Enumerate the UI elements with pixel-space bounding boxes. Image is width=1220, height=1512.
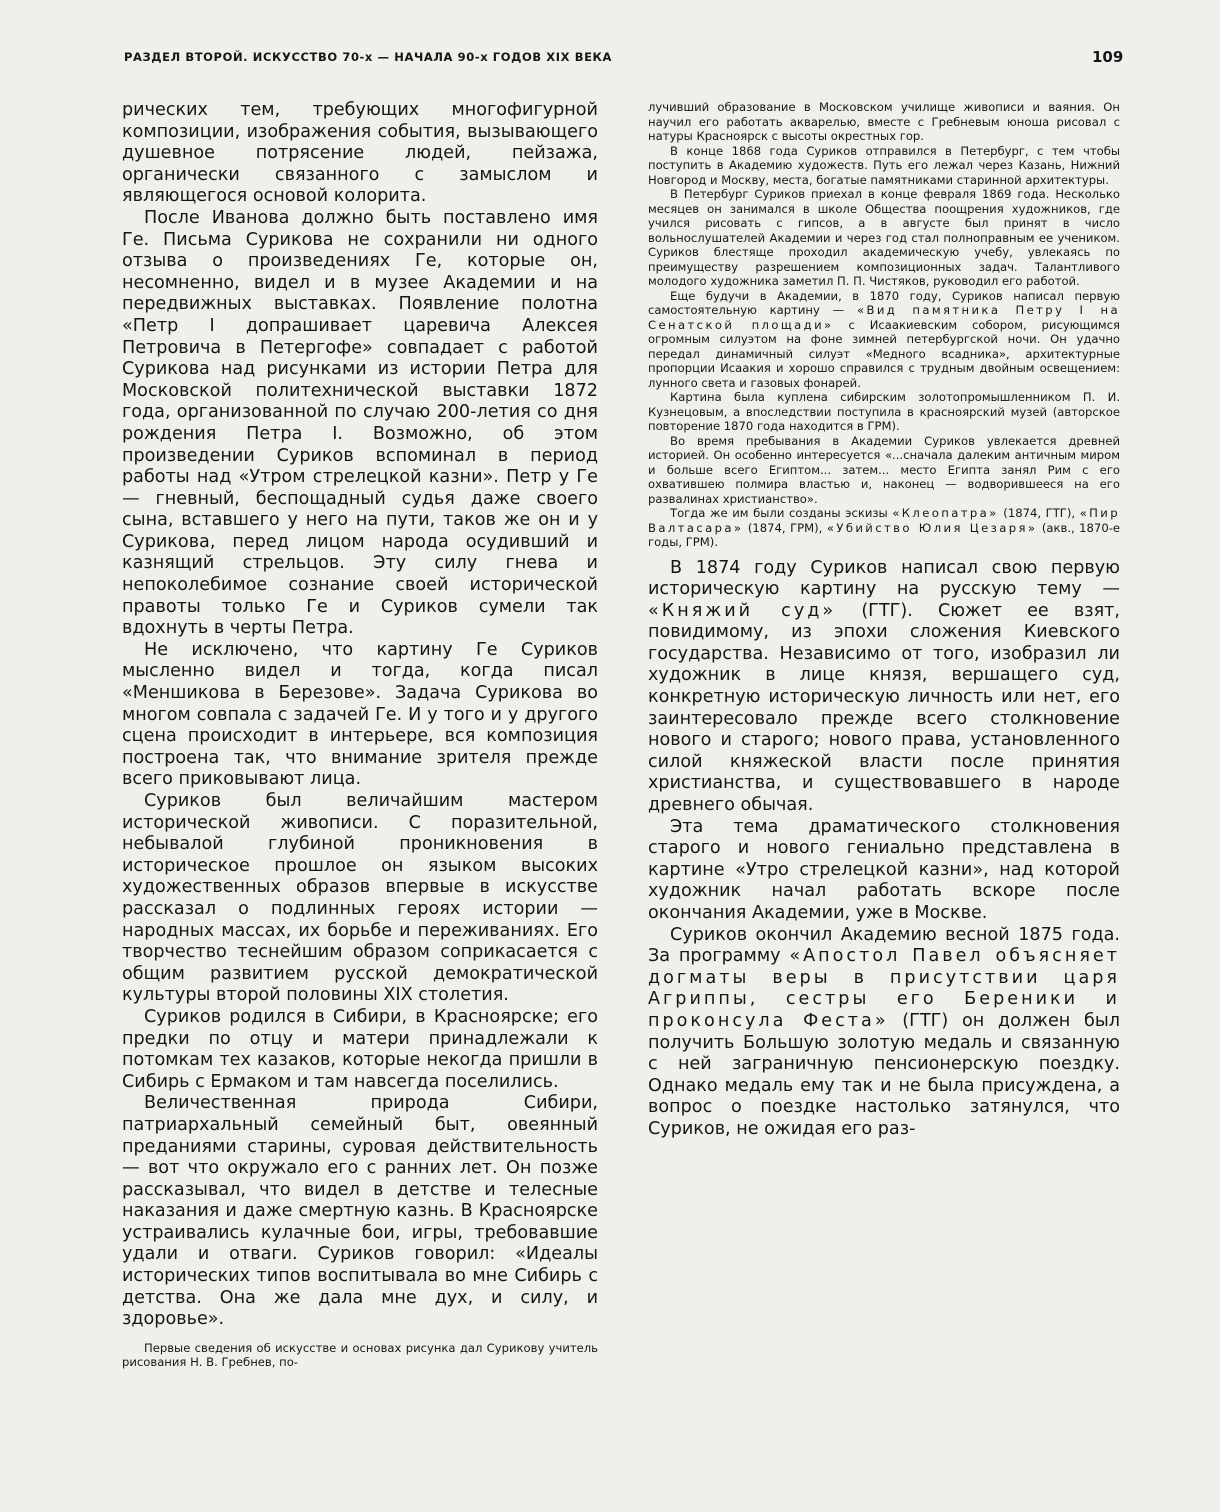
artwork-title: «Апостол Павел объясняет догматы веры в присутствии царя Агриппы, сестры его Береники и проконсула Феста» [648, 946, 1120, 1031]
paragraph: Суриков родился в Сибири, в Красноярске; его предки по отцу и матери принадлежали к потомкам тех казаков, которые некогда пришли в Сибирь с Ермаком и там навсегда поселились. [122, 1006, 598, 1092]
small-paragraph [648, 289, 1120, 391]
paragraph: Суриков был величайшим мастером исторической живописи. С поразительной, небывалой глубиной проникновения в историческое прошлое он языком высоких художественных образов впервые в искусстве рассказал о подлинных героях истории — народных массах, их борьбе и переживаниях. Его творчество теснейшим образом соприкасается с общим развитием русской демократической культуры второй половины XIX столетия. [122, 791, 598, 1006]
text-run: (акв., 1870-е годы, ГРМ). [648, 520, 1121, 549]
left-main-text [122, 100, 598, 1331]
paragraph: Не исключено, что картину Ге Суриков мысленно видел и тогда, когда писал «Меншикова в Березове». Задача Сурикова во многом совпала с задачей Ге. И у того и у другого сцена происходит в интерьере, вся композиция построена так, что внимание зрителя прежде всего приковывают лица. [122, 639, 598, 790]
paragraph: рических тем, требующих многофигурной композиции, изображения события, вызывающего душевное потрясение людей, пейзажа, органически связанного с замыслом и являющегося основой колорита. [122, 100, 598, 207]
text-run: Суриков окончил Академию весной 1875 года. За программу [648, 924, 1120, 967]
right-main-text [648, 558, 1120, 1141]
text-run: Тогда же им были созданы эскизы [670, 506, 893, 520]
artwork-title: «Клеопатра» [892, 506, 999, 520]
small-paragraph: В Петербург Суриков приехал в конце февраля 1869 года. Несколько месяцев он занимался в школе Общества поощрения художников, где учился рисовать с гипсов, а в августе был принят в число вольнослушателей Академии и через год стал полноправным ее учеником. Суриков блестяще проходил академическую учебу, увлекаясь по преимуществу разрешением композиционных задач. Талантливого молодого художника заметил П. П. Чистяков, руководил его работой. [648, 187, 1120, 288]
small-paragraph: лучивший образование в Московском училище живописи и ваяния. Он научил его работать акварелью, вместе с Гребневым юноша рисовал с натуры Красноярск с высоты окрестных гор. [648, 100, 1120, 143]
artwork-title: «Убийство Юлия Цезаря» [826, 520, 1038, 535]
text-run: (ГТГ). Сюжет ее взят, повидимому, из эпохи сложения Киевского государства. Независимо от того, изобразил ли художник в лице князя, вершащего суд, конкретную историческую личность или нет, его заинтересовало прежде всего столкновение нового и старого; нового права, установленного силой княжеской власти после принятия христианства, и существовавшего в народе древнего обычая. [648, 600, 1121, 816]
text-run: с Исаакиевским собором, рисующимся огромным силуэтом на фоне зимней петербургской ночи. Он удачно передал динамичный силуэт «Медного всадника», архитектурные пропорции Исаакия и хорошо справился с трудным двойным освещением: лунного света и газовых фонарей. [648, 317, 1120, 390]
paragraph: После Иванова должно быть поставлено имя Ге. Письма Сурикова не сохранили ни одного отзыва о произведениях Ге, которые он, несомненно, видел и в музее Академии и на передвижных выставках. Появление полотна «Петр I допрашивает царевича Алексея Петровича в Петергофе» совпадает с работой Сурикова над рисунками из истории Петра для Московской политехнической выставки 1872 года, организованной по случаю 200-летия со дня рождения Петра I. Возможно, об этом произведении Суриков вспоминал в период работы над «Утром стрелецкой казни». Петр у Ге — гневный, беспощадный судья даже своего сына, вставшего у него на пути, таков же он и у Сурикова, перед лицом народа осудивший и казнящий стрельцов. Эту силу гнева и непоколебимое сознание своей исторической правоты только Ге и Суриков сумели так вдохнуть в черты Петра. [122, 207, 598, 639]
text-run: (1874, ГТГ), [998, 506, 1080, 520]
small-paragraph: Первые сведения об искусстве и основах рисунка дал Сурикову учитель рисования Н. В. Гребнев, по- [122, 1340, 598, 1370]
paragraph: Величественная природа Сибири, патриархальный семейный быт, овеянный преданиями старины, суровая действительность — вот что окружало его с ранних лет. Он позже рассказывал, что видел в детстве и телесные наказания и даже смертную казнь. В Красноярске устраивались кулачные бои, игры, требовавшие удали и отваги. Суриков говорил: «Идеалы исторических типов воспитывала во мне Сибирь с детства. Она же дала мне дух, и силу, и здоровье». [122, 1093, 598, 1330]
small-paragraph: Картина была куплена сибирским золотопромышленником П. И. Кузнецовым, а впоследствии поступила в красноярский музей (авторское повторение 1870 года находится в ГРМ). [648, 390, 1120, 433]
page-number: 109 [1092, 48, 1124, 66]
paragraph [648, 558, 1120, 817]
text-run: В 1874 году Суриков написал свою первую историческую картину на русскую тему — [648, 557, 1120, 600]
artwork-title: «Княжий суд» [648, 600, 837, 621]
running-head: РАЗДЕЛ ВТОРОЙ. ИСКУССТВО 70-х — НАЧАЛА 90-х ГОДОВ XIX ВЕКА [124, 50, 613, 64]
paragraph: Эта тема драматического столкновения старого и нового гениально представлена в картине «Утро стрелецкой казни», над которой художник начал работать вскоре после окончания Академии, уже в Москве. [648, 816, 1120, 923]
right-column [648, 100, 1120, 1141]
text-run: (ГТГ) он должен был получить Большую золотую медаль и связанную с ней заграничную пенсионерскую поездку. Однако медаль ему так и не была присуждена, а вопрос о поездке настолько затянулся, что Суриков, не ожидая его раз- [648, 1010, 1120, 1139]
left-small-text [122, 1341, 598, 1370]
paragraph [648, 925, 1120, 1141]
small-paragraph [648, 506, 1120, 550]
text-run: Еще будучи в Академии, в 1870 году, Суриков написал первую самостоятельную картину — [648, 288, 1120, 317]
small-paragraph: Во время пребывания в Академии Суриков увлекается древней историей. Он особенно интересуется «...сначала далеким античным миром и больше всего Египтом... затем... место Египта занял Рим с его охватившею полмира властью и, наконец — водворившееся на его развалинах христианство». [648, 433, 1120, 506]
small-paragraph: В конце 1868 года Суриков отправился в Петербург, с тем чтобы поступить в Академию художеств. Путь его лежал через Казань, Нижний Новгород и Москву, места, богатые памятниками старинной архитектуры. [648, 143, 1120, 187]
left-column [122, 100, 598, 1370]
artwork-title: «Вид памятника Петру I на Сенатской площади» [648, 303, 1120, 332]
text-run: (1874, ГРМ), [743, 520, 827, 535]
artwork-title: «Пир Валтасара» [648, 506, 1120, 535]
right-small-text [648, 100, 1120, 550]
